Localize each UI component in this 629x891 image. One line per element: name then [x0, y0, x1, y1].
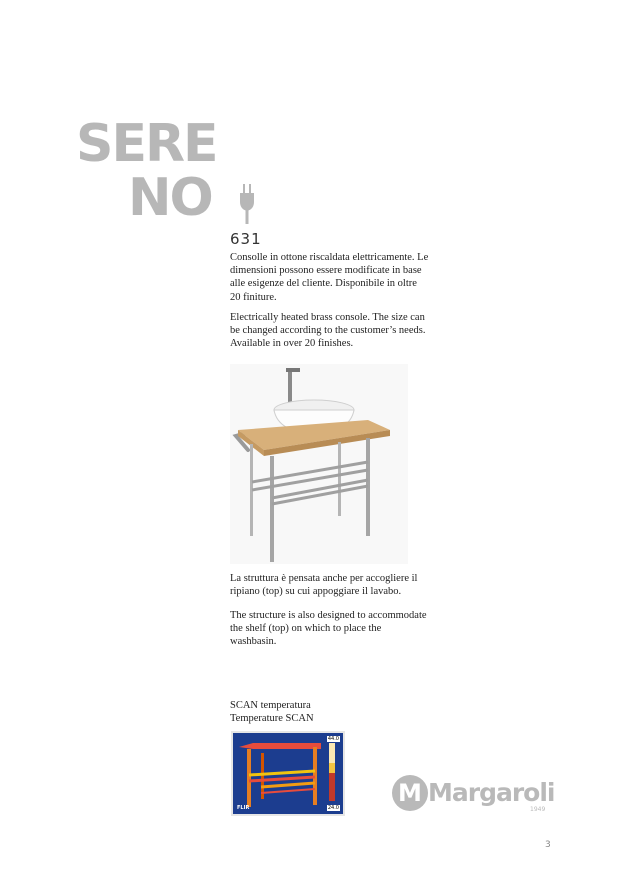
- logo-line-1: SERE: [76, 114, 217, 174]
- sereno-logo: [76, 114, 266, 228]
- min-temperature: 24.0: [327, 805, 339, 811]
- structure-italian: La struttura è pensata anche per accogliere il ripiano (top) su cui appoggiare il lavabo.: [230, 573, 418, 598]
- brand-year: 1949: [530, 806, 546, 813]
- thermal-scan-image: [231, 731, 345, 816]
- description-english: Electrically heated brass console. The size can be changed according to the customer’s needs. Available in over 20 finishes.: [230, 312, 426, 350]
- brand-mark: M: [392, 775, 428, 811]
- product-photo: [230, 364, 408, 564]
- description-italian: Consolle in ottone riscaldata elettricamente. Le dimensioni possono essere modificate in base alle esigenze del cliente. Disponibile in oltre 20 finiture.: [230, 252, 429, 303]
- max-temperature: 44.0: [327, 736, 339, 742]
- model-number: 631: [230, 230, 262, 248]
- plug-icon: [238, 184, 256, 224]
- logo-line-2: NO: [128, 168, 212, 228]
- brand-name: Margaroli: [428, 778, 555, 807]
- camera-brand: FLIR: [237, 805, 250, 811]
- scan-label: [230, 699, 430, 725]
- scan-label-italian: SCAN temperatura: [230, 700, 311, 711]
- structure-english: The structure is also designed to accommodate the shelf (top) on which to place the washbasin.: [230, 610, 427, 648]
- page-number: 3: [545, 840, 551, 850]
- scan-label-english: Temperature SCAN: [230, 713, 314, 725]
- margaroli-logo: [392, 772, 562, 818]
